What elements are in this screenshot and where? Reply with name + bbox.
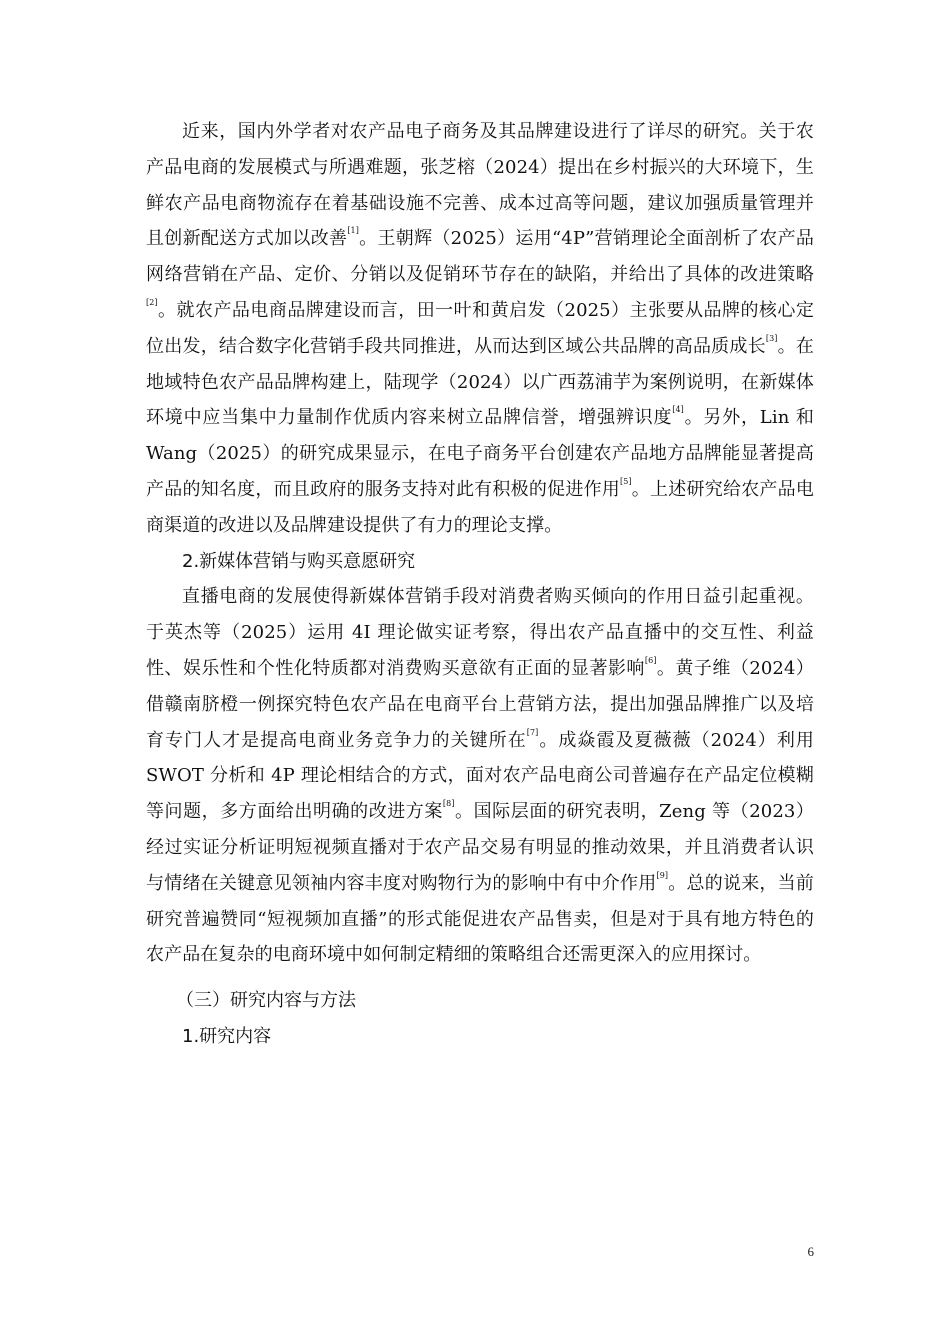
page-body: [146, 114, 814, 1055]
paragraph-literature-ecommerce-brand: [146, 114, 814, 544]
citation-7: [7]: [526, 727, 539, 737]
paragraph-text: 。王朝辉（2025）运用“4P”营销理论全面剖析了农产品网络营销在产品、定价、分销以及促销环节存在的缺陷，并给出了具体的改进策略: [146, 228, 814, 286]
paragraph-literature-new-media: [146, 579, 814, 973]
citation-8: [8]: [442, 799, 455, 809]
paragraph-text: 。总的说来，当前研究普遍赞同“短视频加直播”的形式能促进农产品售卖，但是对于具有地方特色的农产品在复杂的电商环境中如何制定精细的策略组合还需更深入的应用探讨。: [146, 872, 814, 966]
paragraph-text: 。在地域特色农产品品牌构建上，陆现学（2024）以广西荔浦芋为案例说明，在新媒体环境中应当集中力量制作优质内容来树立品牌信誉，增强辨识度: [146, 335, 814, 429]
subsection-heading-new-media-marketing: 2.新媒体营销与购买意愿研究: [182, 550, 416, 572]
paragraph-text: 。上述研究给农产品电商渠道的改进以及品牌建设提供了有力的理论支撑。: [146, 478, 814, 536]
paragraph-text: 。黄子维（2024）借赣南脐橙一例探究特色农产品在电商平台上营销方法，提出加强品牌推广以及培育专门人才是提高电商业务竞争力的关键所在: [146, 657, 814, 751]
paragraph-text: 。国际层面的研究表明，Zeng 等（2023）经过实证分析证明短视频直播对于农产品交易有明显的推动效果，并且消费者认识与情绪在关键意见领袖内容丰度对购物行为的影响中有中介作用: [146, 801, 814, 894]
citation-3: [3]: [765, 333, 778, 343]
citation-9: [9]: [656, 870, 669, 880]
section-heading-research-content-method: （三）研究内容与方法: [176, 990, 356, 1012]
subsection-heading-research-content: 1.研究内容: [182, 1025, 272, 1047]
citation-1: [1]: [347, 226, 359, 236]
citation-5: [5]: [620, 476, 632, 486]
paragraph-text: 。另外，Lin 和 Wang（2025）的研究成果显示，在电子商务平台创建农产品地方品牌能显著提高产品的知名度，而且政府的服务支持对此有积极的促进作用: [146, 407, 814, 500]
paragraph-text: 直播电商的发展使得新媒体营销手段对消费者购买倾向的作用日益引起重视。于英杰等（2025）运用 4I 理论做实证考察，得出农产品直播中的交互性、利益性、娱乐性和个性化特质都对消费购买意欲有正面的显著影响: [146, 586, 814, 679]
citation-4: [4]: [672, 405, 684, 415]
paragraph-text: 。就农产品电商品牌建设而言，田一叶和黄启发（2025）主张要从品牌的核心定位出发，结合数字化营销手段共同推进，从而达到区域公共品牌的高品质成长: [146, 299, 814, 357]
citation-2: [2]: [146, 297, 158, 307]
citation-6: [6]: [644, 655, 657, 665]
paragraph-text: 。成焱霞及夏薇薇（2024）利用 SWOT 分析和 4P 理论相结合的方式，面对农产品电商公司普遍存在产品定位模糊等问题，多方面给出明确的改进方案: [146, 729, 814, 823]
page-number: 6: [807, 1244, 814, 1259]
paragraph-text: 近来，国内外学者对农产品电子商务及其品牌建设进行了详尽的研究。关于农产品电商的发展模式与所遇难题，张芝榕（2024）提出在乡村振兴的大环境下，生鲜农产品电商物流存在着基础设施不完善、成本过高等问题，建议加强质量管理并且创新配送方式加以改善: [146, 121, 814, 250]
